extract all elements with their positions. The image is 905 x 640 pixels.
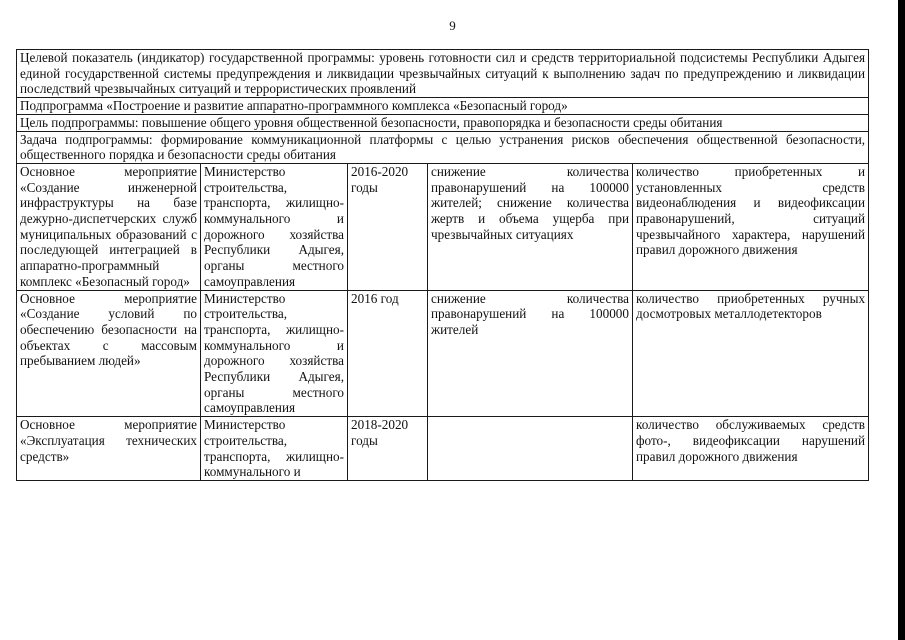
subprogram-goal-cell: Цель подпрограммы: повышение общего уровня общественной безопасности, правопорядка и безопасности среды обитания <box>17 114 869 131</box>
expected-result-cell <box>428 417 633 481</box>
table-row <box>17 417 869 481</box>
measure-cell: Основное мероприятие «Создание условий по обеспечению безопасности на объектах с массовым пребыванием людей» <box>17 290 201 417</box>
period-cell: 2016 год <box>348 290 428 417</box>
scan-edge <box>898 0 905 640</box>
executor-cell: Министерство строительства, транспорта, жилищно-коммунального и дорожного хозяйства Республики Адыгея, органы местного самоуправления <box>201 163 348 290</box>
measure-cell: Основное мероприятие «Создание инженерной инфраструктуры на базе дежурно-диспетчерских служб муниципальных образований с последующей интеграцией в аппаратно-программный комплекс «Безопасный город» <box>17 163 201 290</box>
target-indicator-cell: Целевой показатель (индикатор) государственной программы: уровень готовности сил и средств территориальной подсистемы Республики Адыгея единой государственной системы предупреждения и ликвидации чрезвычайных ситуаций к выполнению задач по предупреждению и ликвидации последствий чрезвычайных ситуаций и террористических проявлений <box>17 50 869 98</box>
subprogram-goal-row <box>17 114 869 131</box>
subprogram-task-row <box>17 131 869 163</box>
subprogram-task-cell: Задача подпрограммы: формирование коммуникационной платформы с целью устранения рисков обеспечения общественной безопасности, общественного порядка и безопасности среды обитания <box>17 131 869 163</box>
indicator-cell: количество приобретенных и установленных средств видеонаблюдения и видеофиксации правонарушений, ситуаций чрезвычайного характера, нарушений правил дорожного движения <box>633 163 869 290</box>
executor-cell: Министерство строительства, транспорта, жилищно-коммунального и <box>201 417 348 481</box>
indicator-cell: количество обслуживаемых средств фото-, видеофиксации нарушений правил дорожного движения <box>633 417 869 481</box>
period-cell: 2018-2020 годы <box>348 417 428 481</box>
subprogram-cell: Подпрограмма «Построение и развитие аппаратно-программного комплекса «Безопасный город» <box>17 98 869 115</box>
measure-cell: Основное мероприятие «Эксплуатация технических средств» <box>17 417 201 481</box>
executor-cell: Министерство строительства, транспорта, жилищно-коммунального и дорожного хозяйства Республики Адыгея, органы местного самоуправления <box>201 290 348 417</box>
table-row <box>17 290 869 417</box>
page-number: 9 <box>449 18 456 33</box>
indicator-cell: количество приобретенных ручных досмотровых металлодетекторов <box>633 290 869 417</box>
subprogram-table <box>16 49 869 481</box>
expected-result-cell: снижение количества правонарушений на 100000 жителей; снижение количества жертв и объема ущерба при чрезвычайных ситуациях <box>428 163 633 290</box>
period-cell: 2016-2020 годы <box>348 163 428 290</box>
table-row <box>17 163 869 290</box>
target-indicator-row <box>17 50 869 98</box>
subprogram-row <box>17 98 869 115</box>
expected-result-cell: снижение количества правонарушений на 100000 жителей <box>428 290 633 417</box>
